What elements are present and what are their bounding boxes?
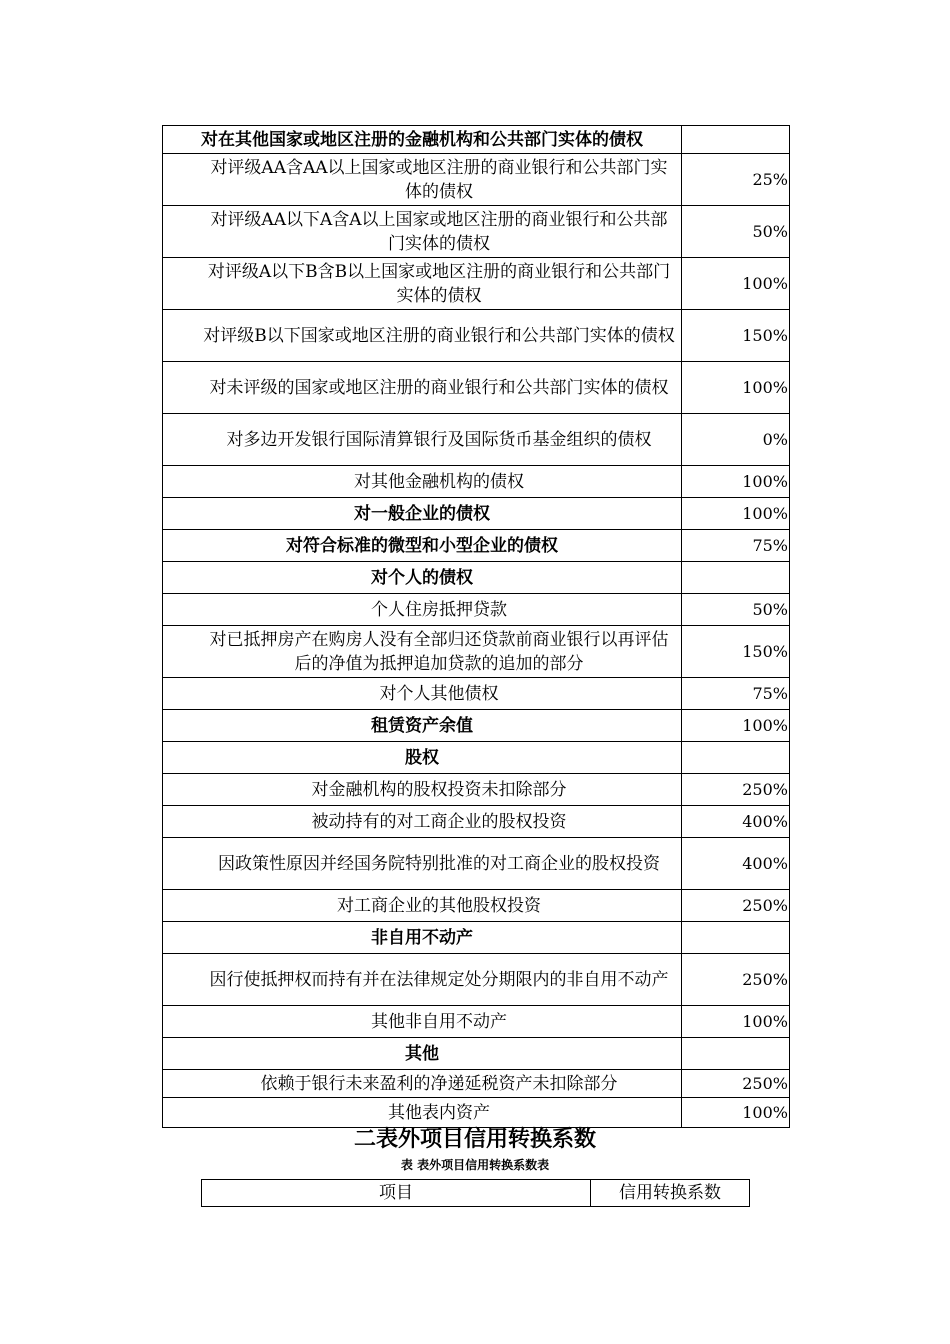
weight-cell: 250%	[682, 890, 790, 922]
weight-cell: 400%	[682, 838, 790, 890]
table-row	[163, 710, 790, 742]
category-cell: 非自用不动产	[163, 922, 682, 954]
weight-cell: 100%	[682, 710, 790, 742]
header-factor-cell: 信用转换系数	[591, 1180, 750, 1207]
weight-cell	[682, 562, 790, 594]
table-row	[163, 310, 790, 362]
table-row	[163, 530, 790, 562]
item-cell: 对评级AA含AA以上国家或地区注册的商业银行和公共部门实体的债权	[163, 154, 682, 206]
weight-cell: 150%	[682, 626, 790, 678]
category-cell: 租赁资产余值	[163, 710, 682, 742]
table-row	[163, 258, 790, 310]
table-row	[163, 806, 790, 838]
table-row	[163, 1038, 790, 1070]
item-cell: 因政策性原因并经国务院特别批准的对工商企业的股权投资	[163, 838, 682, 890]
section-title: 二表外项目信用转换系数	[353, 1127, 596, 1152]
weight-cell: 100%	[682, 498, 790, 530]
category-cell: 对在其他国家或地区注册的金融机构和公共部门实体的债权	[163, 126, 682, 154]
item-cell: 被动持有的对工商企业的股权投资	[163, 806, 682, 838]
item-cell: 对其他金融机构的债权	[163, 466, 682, 498]
item-cell: 其他非自用不动产	[163, 1006, 682, 1038]
item-cell: 其他表内资产	[163, 1098, 682, 1128]
item-cell: 对已抵押房产在购房人没有全部归还贷款前商业银行以再评估后的净值为抵押追加贷款的追加的部分	[163, 626, 682, 678]
weight-cell: 75%	[682, 678, 790, 710]
item-cell: 对评级A以下B含B以上国家或地区注册的商业银行和公共部门实体的债权	[163, 258, 682, 310]
category-cell: 对符合标准的微型和小型企业的债权	[163, 530, 682, 562]
table-row	[163, 1070, 790, 1098]
weight-cell: 250%	[682, 774, 790, 806]
weight-cell	[682, 922, 790, 954]
risk-weight-table	[162, 125, 790, 1128]
table-row	[163, 594, 790, 626]
header-item-cell: 项目	[202, 1180, 591, 1207]
category-cell: 对个人的债权	[163, 562, 682, 594]
item-cell: 因行使抵押权而持有并在法律规定处分期限内的非自用不动产	[163, 954, 682, 1006]
item-cell: 个人住房抵押贷款	[163, 594, 682, 626]
table-row	[163, 466, 790, 498]
table-row	[163, 678, 790, 710]
weight-cell: 100%	[682, 1006, 790, 1038]
weight-cell: 50%	[682, 206, 790, 258]
weight-cell: 150%	[682, 310, 790, 362]
table-row	[163, 126, 790, 154]
risk-weight-table-body	[163, 126, 790, 1128]
item-cell: 对评级AA以下A含A以上国家或地区注册的商业银行和公共部门实体的债权	[163, 206, 682, 258]
item-cell: 对未评级的国家或地区注册的商业银行和公共部门实体的债权	[163, 362, 682, 414]
category-cell: 其他	[163, 1038, 682, 1070]
table-row	[163, 954, 790, 1006]
table-row	[163, 1098, 790, 1128]
table-row	[163, 414, 790, 466]
weight-cell: 100%	[682, 362, 790, 414]
weight-cell: 100%	[682, 258, 790, 310]
table-row	[163, 890, 790, 922]
weight-cell: 400%	[682, 806, 790, 838]
credit-conversion-table	[201, 1179, 750, 1207]
table-row	[163, 562, 790, 594]
weight-cell: 0%	[682, 414, 790, 466]
item-cell: 对个人其他债权	[163, 678, 682, 710]
table-caption: 表 表外项目信用转换系数表	[400, 1158, 550, 1172]
weight-cell	[682, 1038, 790, 1070]
table-row	[163, 922, 790, 954]
item-cell: 对多边开发银行国际清算银行及国际货币基金组织的债权	[163, 414, 682, 466]
weight-cell: 25%	[682, 154, 790, 206]
weight-cell	[682, 126, 790, 154]
item-cell: 对工商企业的其他股权投资	[163, 890, 682, 922]
weight-cell: 250%	[682, 954, 790, 1006]
table-row	[163, 206, 790, 258]
item-cell: 对评级B以下国家或地区注册的商业银行和公共部门实体的债权	[163, 310, 682, 362]
category-cell: 股权	[163, 742, 682, 774]
item-cell: 对金融机构的股权投资未扣除部分	[163, 774, 682, 806]
weight-cell: 100%	[682, 1098, 790, 1128]
table-row	[163, 838, 790, 890]
item-cell: 依赖于银行未来盈利的净递延税资产未扣除部分	[163, 1070, 682, 1098]
weight-cell: 50%	[682, 594, 790, 626]
weight-cell: 75%	[682, 530, 790, 562]
table-row	[163, 498, 790, 530]
weight-cell: 250%	[682, 1070, 790, 1098]
table-row	[163, 774, 790, 806]
table-header-row	[202, 1180, 750, 1207]
table-row	[163, 742, 790, 774]
table-row	[163, 1006, 790, 1038]
table-row	[163, 154, 790, 206]
table-row	[163, 362, 790, 414]
weight-cell	[682, 742, 790, 774]
table-row	[163, 626, 790, 678]
category-cell: 对一般企业的债权	[163, 498, 682, 530]
weight-cell: 100%	[682, 466, 790, 498]
